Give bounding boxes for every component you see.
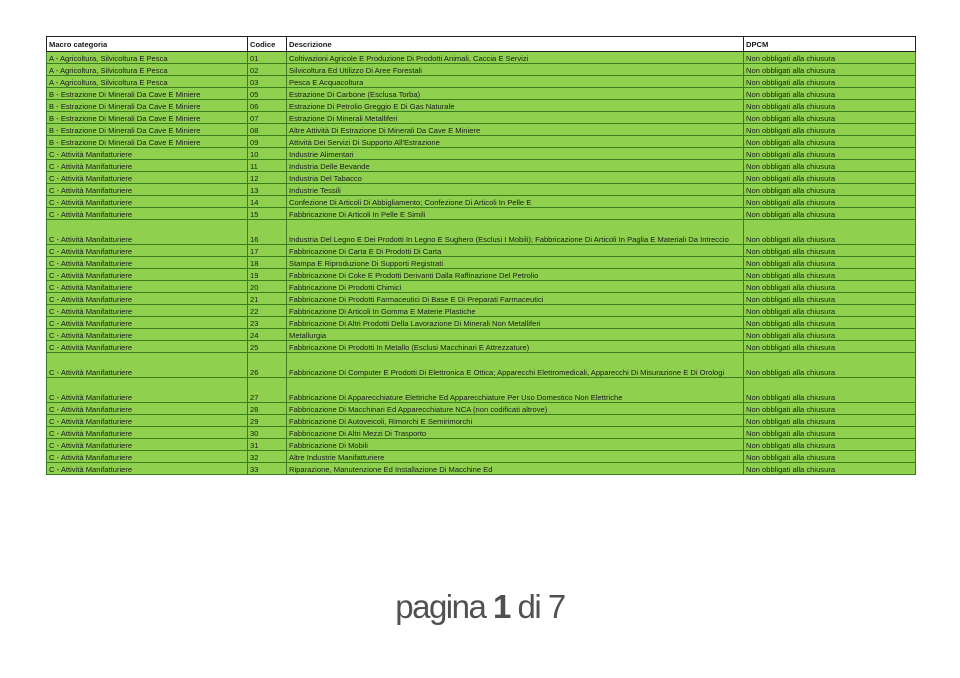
cell-macro-categoria: C - Attività Manifatturiere <box>47 245 248 257</box>
table-body <box>47 52 916 475</box>
table-row <box>47 196 916 208</box>
table-row <box>47 148 916 160</box>
table-row <box>47 269 916 281</box>
cell-dpcm: Non obbligati alla chiusura <box>744 415 916 427</box>
cell-codice: 26 <box>248 353 287 378</box>
cell-codice: 15 <box>248 208 287 220</box>
cell-descrizione: Silvicoltura Ed Utilizzo Di Aree Forestali <box>287 64 744 76</box>
cell-dpcm: Non obbligati alla chiusura <box>744 64 916 76</box>
cell-dpcm: Non obbligati alla chiusura <box>744 353 916 378</box>
table-row <box>47 112 916 124</box>
cell-dpcm: Non obbligati alla chiusura <box>744 269 916 281</box>
cell-descrizione: Estrazione Di Minerali Metalliferi <box>287 112 744 124</box>
cell-dpcm: Non obbligati alla chiusura <box>744 100 916 112</box>
cell-codice: 33 <box>248 463 287 475</box>
cell-descrizione: Fabbricazione Di Apparecchiature Elettriche Ed Apparecchiature Per Uso Domestico Non Elettriche <box>287 378 744 403</box>
cell-macro-categoria: C - Attività Manifatturiere <box>47 353 248 378</box>
cell-codice: 08 <box>248 124 287 136</box>
cell-dpcm: Non obbligati alla chiusura <box>744 88 916 100</box>
cell-macro-categoria: C - Attività Manifatturiere <box>47 451 248 463</box>
cell-macro-categoria: C - Attività Manifatturiere <box>47 341 248 353</box>
cell-descrizione: Pesca E Acquacoltura <box>287 76 744 88</box>
cell-codice: 02 <box>248 64 287 76</box>
cell-descrizione: Fabbricazione Di Autoveicoli, Rimorchi E Semirimorchi <box>287 415 744 427</box>
table-row <box>47 184 916 196</box>
table-row <box>47 329 916 341</box>
table-row <box>47 76 916 88</box>
table-row <box>47 451 916 463</box>
table-row <box>47 415 916 427</box>
cell-macro-categoria: B - Estrazione Di Minerali Da Cave E Miniere <box>47 100 248 112</box>
cell-descrizione: Fabbricazione Di Altri Mezzi Di Trasporto <box>287 427 744 439</box>
cell-dpcm: Non obbligati alla chiusura <box>744 184 916 196</box>
cell-dpcm: Non obbligati alla chiusura <box>744 329 916 341</box>
cell-descrizione: Metallurgia <box>287 329 744 341</box>
cell-macro-categoria: C - Attività Manifatturiere <box>47 281 248 293</box>
table-row <box>47 305 916 317</box>
cell-dpcm: Non obbligati alla chiusura <box>744 245 916 257</box>
cell-macro-categoria: C - Attività Manifatturiere <box>47 172 248 184</box>
cell-codice: 14 <box>248 196 287 208</box>
cell-descrizione: Riparazione, Manutenzione Ed Installazione Di Macchine Ed <box>287 463 744 475</box>
cell-codice: 29 <box>248 415 287 427</box>
cell-codice: 03 <box>248 76 287 88</box>
cell-codice: 30 <box>248 427 287 439</box>
table-row <box>47 353 916 378</box>
cell-descrizione: Fabbricazione Di Articoli In Gomma E Materie Plastiche <box>287 305 744 317</box>
table-row <box>47 245 916 257</box>
cell-dpcm: Non obbligati alla chiusura <box>744 124 916 136</box>
cell-codice: 12 <box>248 172 287 184</box>
cell-codice: 23 <box>248 317 287 329</box>
cell-dpcm: Non obbligati alla chiusura <box>744 257 916 269</box>
cell-descrizione: Stampa E Riproduzione Di Supporti Registrati <box>287 257 744 269</box>
cell-descrizione: Industria Del Tabacco <box>287 172 744 184</box>
cell-descrizione: Confezione Di Articoli Di Abbigliamento; Confezione Di Articoli In Pelle E <box>287 196 744 208</box>
cell-descrizione: Fabbricazione Di Coke E Prodotti Derivanti Dalla Raffinazione Del Petrolio <box>287 269 744 281</box>
cell-codice: 16 <box>248 220 287 245</box>
table-row <box>47 64 916 76</box>
table-row <box>47 208 916 220</box>
cell-macro-categoria: C - Attività Manifatturiere <box>47 305 248 317</box>
cell-codice: 21 <box>248 293 287 305</box>
table-row <box>47 172 916 184</box>
table-row <box>47 220 916 245</box>
cell-descrizione: Fabbricazione Di Carta E Di Prodotti Di Carta <box>287 245 744 257</box>
cell-codice: 27 <box>248 378 287 403</box>
cell-macro-categoria: C - Attività Manifatturiere <box>47 196 248 208</box>
cell-codice: 31 <box>248 439 287 451</box>
cell-dpcm: Non obbligati alla chiusura <box>744 220 916 245</box>
table-row <box>47 341 916 353</box>
page-indicator <box>0 588 960 626</box>
cell-macro-categoria: A - Agricoltura, Silvicoltura E Pesca <box>47 52 248 64</box>
cell-dpcm: Non obbligati alla chiusura <box>744 439 916 451</box>
cell-descrizione: Fabbricazione Di Altri Prodotti Della Lavorazione Di Minerali Non Metalliferi <box>287 317 744 329</box>
cell-macro-categoria: C - Attività Manifatturiere <box>47 160 248 172</box>
table-row <box>47 463 916 475</box>
cell-dpcm: Non obbligati alla chiusura <box>744 281 916 293</box>
cell-dpcm: Non obbligati alla chiusura <box>744 427 916 439</box>
cell-dpcm: Non obbligati alla chiusura <box>744 463 916 475</box>
cell-dpcm: Non obbligati alla chiusura <box>744 148 916 160</box>
cell-codice: 13 <box>248 184 287 196</box>
table-row <box>47 257 916 269</box>
table-row <box>47 293 916 305</box>
table-row <box>47 52 916 64</box>
cell-codice: 20 <box>248 281 287 293</box>
header-descrizione: Descrizione <box>287 37 744 52</box>
cell-codice: 01 <box>248 52 287 64</box>
cell-dpcm: Non obbligati alla chiusura <box>744 403 916 415</box>
cell-dpcm: Non obbligati alla chiusura <box>744 341 916 353</box>
cell-macro-categoria: C - Attività Manifatturiere <box>47 439 248 451</box>
cell-descrizione: Fabbricazione Di Articoli In Pelle E Simili <box>287 208 744 220</box>
header-dpcm: DPCM <box>744 37 916 52</box>
cell-macro-categoria: C - Attività Manifatturiere <box>47 220 248 245</box>
cell-dpcm: Non obbligati alla chiusura <box>744 451 916 463</box>
cell-macro-categoria: C - Attività Manifatturiere <box>47 293 248 305</box>
table-row <box>47 403 916 415</box>
cell-dpcm: Non obbligati alla chiusura <box>744 378 916 403</box>
cell-macro-categoria: C - Attività Manifatturiere <box>47 329 248 341</box>
cell-codice: 05 <box>248 88 287 100</box>
total-pages-number: 7 <box>547 588 565 625</box>
cell-descrizione: Industria Del Legno E Dei Prodotti In Legno E Sughero (Esclusi I Mobili); Fabbricazione Di Articoli In Paglia E Materiali Da Intreccio <box>287 220 744 245</box>
cell-dpcm: Non obbligati alla chiusura <box>744 112 916 124</box>
cell-codice: 28 <box>248 403 287 415</box>
cell-macro-categoria: B - Estrazione Di Minerali Da Cave E Miniere <box>47 112 248 124</box>
cell-dpcm: Non obbligati alla chiusura <box>744 305 916 317</box>
cell-descrizione: Fabbricazione Di Macchinari Ed Apparecchiature NCA (non codificati altrove) <box>287 403 744 415</box>
cell-codice: 32 <box>248 451 287 463</box>
cell-macro-categoria: C - Attività Manifatturiere <box>47 378 248 403</box>
cell-codice: 11 <box>248 160 287 172</box>
table-row <box>47 281 916 293</box>
cell-descrizione: Attività Dei Servizi Di Supporto All'Estrazione <box>287 136 744 148</box>
cell-descrizione: Altre Attività Di Estrazione Di Minerali Da Cave E Miniere <box>287 124 744 136</box>
cell-codice: 10 <box>248 148 287 160</box>
cell-descrizione: Estrazione Di Carbone (Esclusa Torba) <box>287 88 744 100</box>
cell-macro-categoria: A - Agricoltura, Silvicoltura E Pesca <box>47 76 248 88</box>
cell-macro-categoria: C - Attività Manifatturiere <box>47 257 248 269</box>
table-header-row <box>47 37 916 52</box>
table-row <box>47 439 916 451</box>
table-row <box>47 427 916 439</box>
cell-macro-categoria: A - Agricoltura, Silvicoltura E Pesca <box>47 64 248 76</box>
cell-dpcm: Non obbligati alla chiusura <box>744 160 916 172</box>
cell-macro-categoria: C - Attività Manifatturiere <box>47 269 248 281</box>
cell-codice: 07 <box>248 112 287 124</box>
cell-macro-categoria: B - Estrazione Di Minerali Da Cave E Miniere <box>47 136 248 148</box>
cell-dpcm: Non obbligati alla chiusura <box>744 76 916 88</box>
table-row <box>47 124 916 136</box>
cell-descrizione: Fabbricazione Di Prodotti In Metallo (Esclusi Macchinari E Attrezzature) <box>287 341 744 353</box>
table-row <box>47 136 916 148</box>
cell-macro-categoria: C - Attività Manifatturiere <box>47 148 248 160</box>
cell-codice: 17 <box>248 245 287 257</box>
page-word: pagina <box>395 588 486 625</box>
cell-descrizione: Fabbricazione Di Computer E Prodotti Di Elettronica E Ottica; Apparecchi Elettromedicali, Apparecchi Di Misurazione E Di Orologi <box>287 353 744 378</box>
cell-dpcm: Non obbligati alla chiusura <box>744 208 916 220</box>
cell-codice: 18 <box>248 257 287 269</box>
header-codice: Codice <box>248 37 287 52</box>
cell-dpcm: Non obbligati alla chiusura <box>744 196 916 208</box>
cell-macro-categoria: C - Attività Manifatturiere <box>47 415 248 427</box>
cell-macro-categoria: C - Attività Manifatturiere <box>47 208 248 220</box>
cell-codice: 24 <box>248 329 287 341</box>
cell-descrizione: Industrie Tessili <box>287 184 744 196</box>
table-row <box>47 160 916 172</box>
cell-dpcm: Non obbligati alla chiusura <box>744 136 916 148</box>
cell-macro-categoria: C - Attività Manifatturiere <box>47 463 248 475</box>
cell-descrizione: Fabbricazione Di Prodotti Farmaceutici Di Base E Di Preparati Farmaceutici <box>287 293 744 305</box>
cell-codice: 19 <box>248 269 287 281</box>
current-page-number: 1 <box>493 588 510 625</box>
cell-macro-categoria: B - Estrazione Di Minerali Da Cave E Miniere <box>47 88 248 100</box>
cell-codice: 22 <box>248 305 287 317</box>
cell-descrizione: Industrie Alimentari <box>287 148 744 160</box>
cell-descrizione: Coltivazioni Agricole E Produzione Di Prodotti Animali, Caccia E Servizi <box>287 52 744 64</box>
cell-dpcm: Non obbligati alla chiusura <box>744 52 916 64</box>
cell-descrizione: Fabbricazione Di Prodotti Chimici <box>287 281 744 293</box>
cell-dpcm: Non obbligati alla chiusura <box>744 172 916 184</box>
table-row <box>47 317 916 329</box>
cell-macro-categoria: C - Attività Manifatturiere <box>47 317 248 329</box>
table-row <box>47 88 916 100</box>
cell-codice: 25 <box>248 341 287 353</box>
page-of-word: di <box>517 588 541 625</box>
table-row <box>47 100 916 112</box>
cell-macro-categoria: C - Attività Manifatturiere <box>47 403 248 415</box>
cell-descrizione: Fabbricazione Di Mobili <box>287 439 744 451</box>
cell-macro-categoria: C - Attività Manifatturiere <box>47 427 248 439</box>
cell-dpcm: Non obbligati alla chiusura <box>744 293 916 305</box>
header-macro-categoria: Macro categoria <box>47 37 248 52</box>
cell-descrizione: Estrazione Di Petrolio Greggio E Di Gas Naturale <box>287 100 744 112</box>
cell-codice: 09 <box>248 136 287 148</box>
cell-macro-categoria: C - Attività Manifatturiere <box>47 184 248 196</box>
cell-dpcm: Non obbligati alla chiusura <box>744 317 916 329</box>
activity-table <box>46 36 916 475</box>
cell-macro-categoria: B - Estrazione Di Minerali Da Cave E Miniere <box>47 124 248 136</box>
cell-descrizione: Altre Industrie Manifatturiere <box>287 451 744 463</box>
table-row <box>47 378 916 403</box>
cell-codice: 06 <box>248 100 287 112</box>
cell-descrizione: Industria Delle Bevande <box>287 160 744 172</box>
